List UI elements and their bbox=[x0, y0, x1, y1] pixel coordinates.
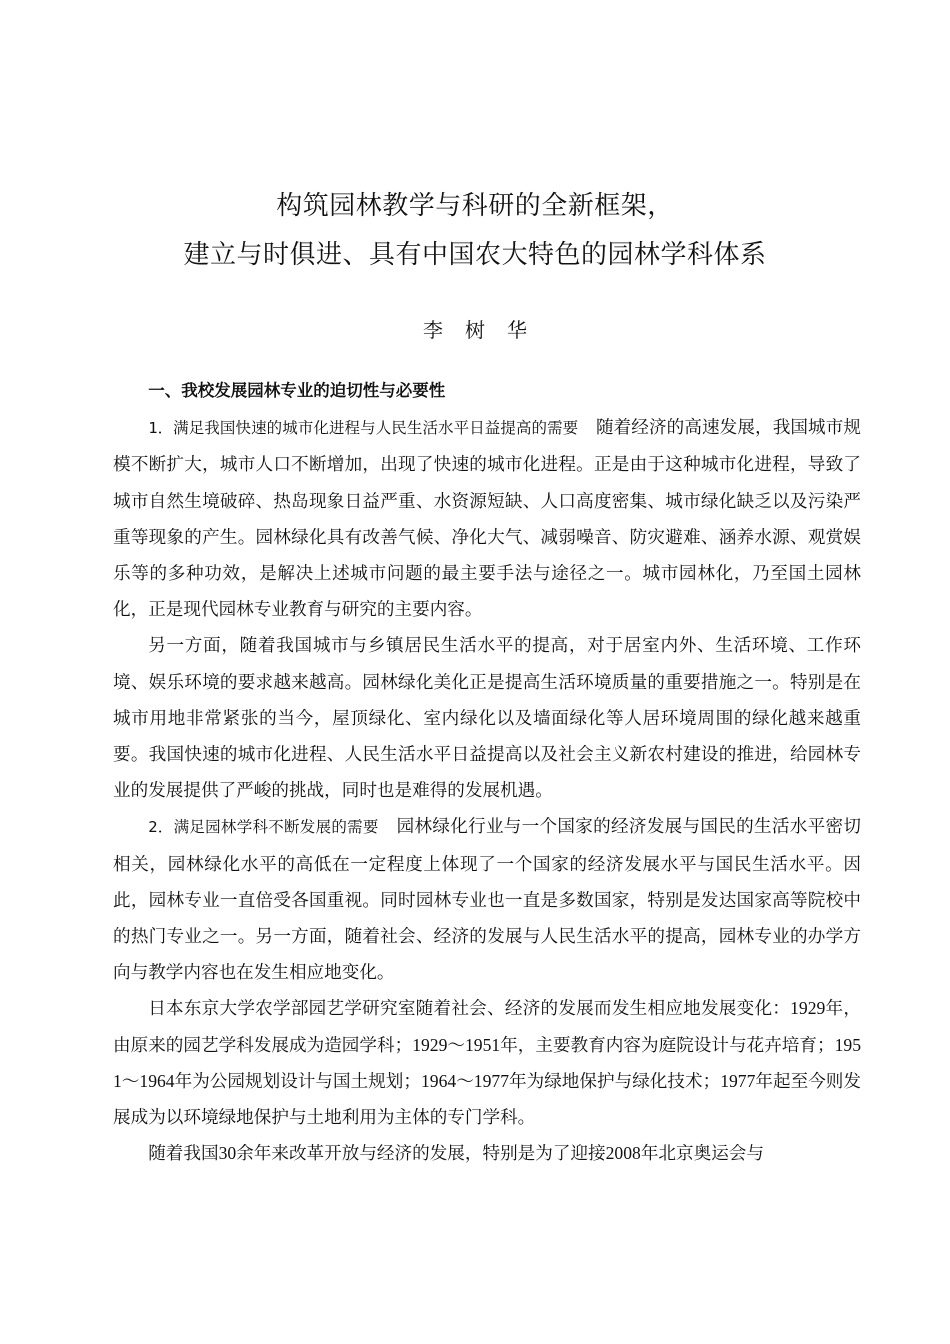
section-heading bbox=[113, 372, 861, 409]
item-1-heading: 1．满足我国快速的城市化进程与人民生活水平日益提高的需要 bbox=[148, 419, 579, 438]
item-1-gap bbox=[578, 417, 596, 437]
document-title-line-2: 建立与时俱进、具有中国农大特色的园林学科体系 bbox=[183, 240, 767, 270]
item-2-text: 园林绿化行业与一个国家的经济发展与国民的生活水平密切相关，园林绿化水平的高低在一定程度上体现了一个国家的经济发展水平与国民生活水平。因此，园林专业一直倍受各国重视。同时园林专业也一直是多数国家，特别是发达国家高等院校中的热门专业之一。另一方面，随着社会、经济的发展与人民生活水平的提高，园林专业的办学方向与教学内容也在发生相应地变化。 bbox=[113, 816, 861, 983]
paragraph-item-1 bbox=[113, 409, 861, 627]
author-name: 李树华 bbox=[423, 318, 549, 342]
paragraph-4: 日本东京大学农学部园艺学研究室随着社会、经济的发展而发生相应地发展变化：1929年，由原来的园艺学科发展成为造园学科；1929～1951年，主要教育内容为庭院设计与花卉培育；1951～1964年为公园规划设计与国土规划；1964～1977年为绿地保护与绿化技术；1977年起至今则发展成为以环境绿地保护与土地利用为主体的专门学科。 bbox=[113, 998, 861, 1128]
document-title-line-1: 构筑园林教学与科研的全新框架， bbox=[276, 191, 674, 221]
document-body bbox=[113, 372, 861, 1171]
paragraph-2: 另一方面，随着我国城市与乡镇居民生活水平的提高，对于居室内外、生活环境、工作环境、娱乐环境的要求越来越高。园林绿化美化正是提高生活环境质量的重要措施之一。特别是在城市用地非常紧张的当今，屋顶绿化、室内绿化以及墙面绿化等人居环境周围的绿化越来越重要。我国快速的城市化进程、人民生活水平日益提高以及社会主义新农村建设的推进，给园林专业的发展提供了严峻的挑战，同时也是难得的发展机遇。 bbox=[113, 635, 861, 801]
paragraph-item-2 bbox=[113, 808, 861, 990]
paragraph-5: 随着我国30余年来改革开放与经济的发展，特别是为了迎接2008年北京奥运会与 bbox=[148, 1143, 764, 1164]
item-2-heading: 2．满足园林学科不断发展的需要 bbox=[148, 818, 379, 837]
item-2-gap bbox=[379, 816, 397, 836]
item-1-text: 随着经济的高速发展，我国城市规模不断扩大，城市人口不断增加，出现了快速的城市化进程。正是由于这种城市化进程，导致了城市自然生境破碎、热岛现象日益严重、水资源短缺、人口高度密集、城市绿化缺乏以及污染严重等现象的产生。园林绿化具有改善气候、净化大气、减弱噪音、防灾避难、涵养水源、观赏娱乐等的多种功效，是解决上述城市问题的最主要手法与途径之一。城市园林化，乃至国土园林化，正是现代园林专业教育与研究的主要内容。 bbox=[113, 417, 861, 620]
section-heading-text: 一、我校发展园林专业的迫切性与必要性 bbox=[148, 381, 446, 400]
